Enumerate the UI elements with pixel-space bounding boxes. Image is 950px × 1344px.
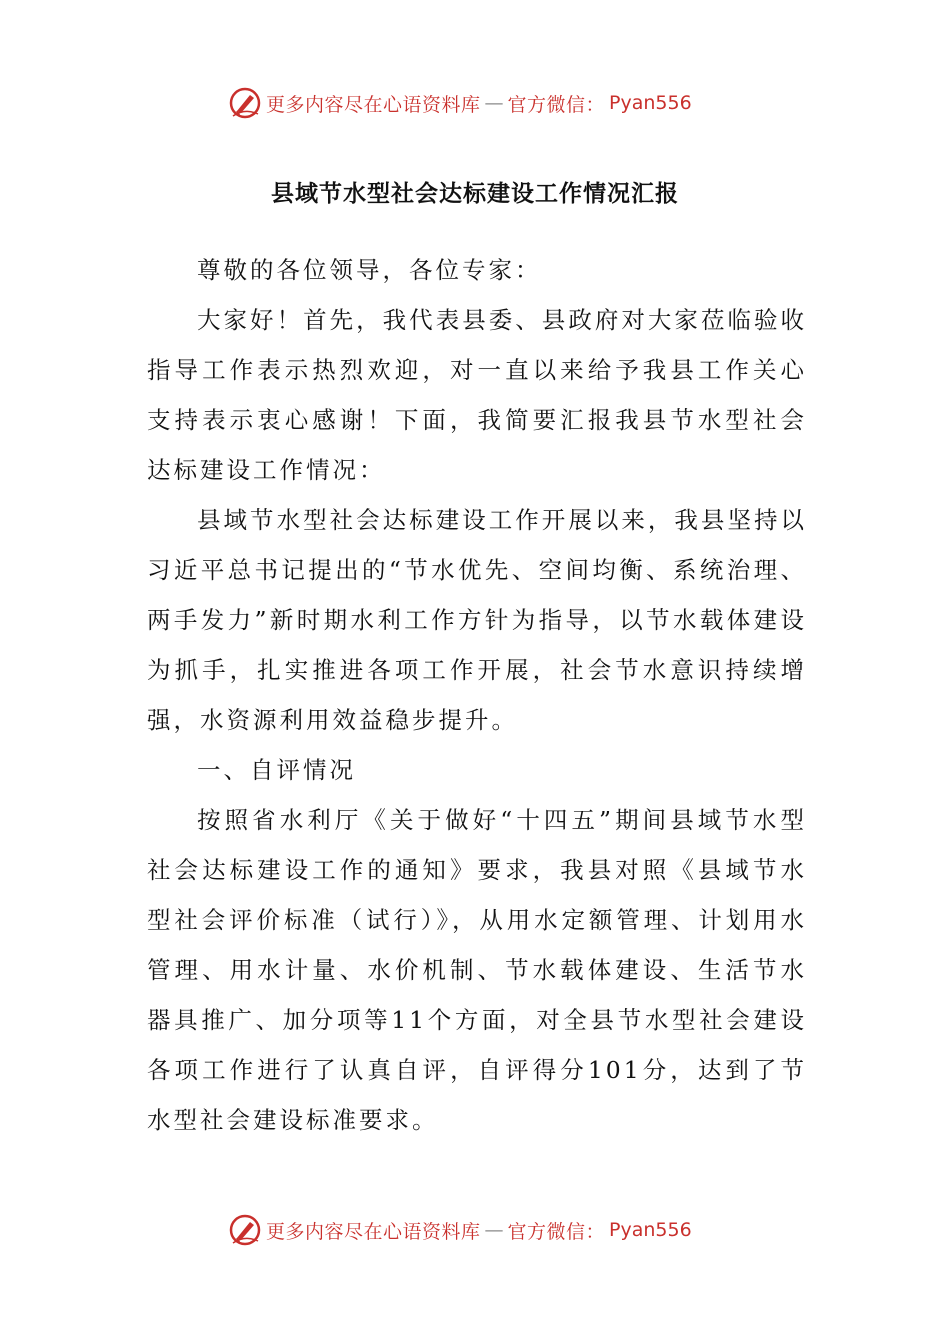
watermark-site-name: 更多内容尽在心语资料库 [266,1220,481,1243]
document-body [147,245,807,1145]
quill-pen-logo-icon [228,86,262,120]
watermark-site-name: 更多内容尽在心语资料库 [266,93,481,116]
section-heading: 一、自评情况 [197,756,356,784]
watermark-contact-label: 官方微信： [507,1220,606,1243]
watermark-banner-bottom [228,1210,748,1250]
self-evaluation-paragraph: 按照省水利厅《关于做好“十四五”期间县域节水型社会达标建设工作的通知》要求，我县对照《县域节水型社会评价标准（试行）》，从用水定额管理、计划用水管理、用水计量、水价机制、节水载体建设、生活节水器具推广、加分项等11个方面，对全县节水型社会建设各项工作进行了认真自评，自评得分101分，达到了节水型社会建设标准要求。 [147,806,807,1134]
watermark-banner-top [228,83,748,123]
watermark-account: Pyan556 [609,92,692,114]
watermark-separator: — [484,1219,504,1241]
watermark-account: Pyan556 [609,1219,692,1241]
greeting-paragraph: 大家好！首先，我代表县委、县政府对大家莅临验收指导工作表示热烈欢迎，对一直以来给予我县工作关心支持表示衷心感谢！下面，我简要汇报我县节水型社会达标建设工作情况： [147,306,807,484]
document-title: 县域节水型社会达标建设工作情况汇报 [271,181,679,207]
watermark-contact-label: 官方微信： [507,93,606,116]
watermark-separator: — [484,92,504,114]
quill-pen-logo-icon [228,1213,262,1247]
salutation-paragraph: 尊敬的各位领导，各位专家： [197,256,542,284]
overview-paragraph: 县域节水型社会达标建设工作开展以来，我县坚持以习近平总书记提出的“节水优先、空间均衡、系统治理、两手发力”新时期水利工作方针为指导，以节水载体建设为抓手，扎实推进各项工作开展，社会节水意识持续增强，水资源利用效益稳步提升。 [147,506,807,734]
